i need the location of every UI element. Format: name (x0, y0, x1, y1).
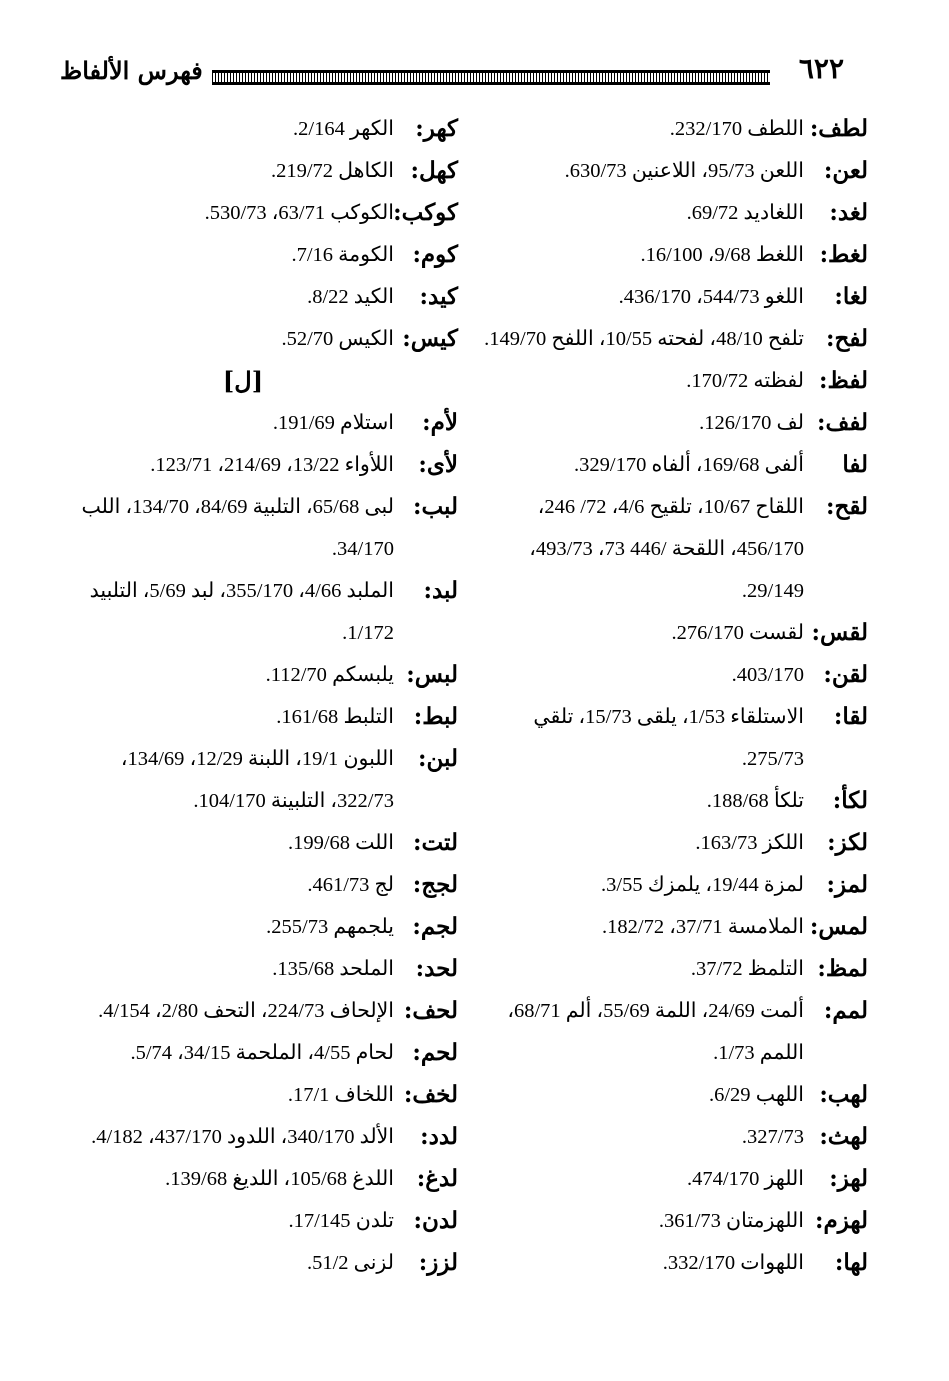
entry-root-word: لغا: (834, 283, 868, 310)
entry-references: يلجمهم 255/73. (266, 916, 394, 938)
index-entry (68, 822, 458, 864)
running-title: فهرس الألفاظ (60, 56, 203, 85)
page-number: ٦٢٢ (798, 52, 844, 85)
index-entry (478, 234, 868, 276)
entry-references: اللخاف 17/1. (287, 1084, 394, 1106)
section-letter-heading: [ل] (222, 366, 264, 395)
entry-references: اللبون 19/1، اللبنة 12/29، 134/69، 322/73، التلبينة 104/170. (120, 748, 394, 812)
entry-root-word: لهث: (819, 1123, 868, 1150)
index-entry (68, 276, 458, 318)
index-columns (68, 108, 868, 1368)
entry-references: لج 461/73. (307, 874, 394, 896)
index-entry (478, 906, 868, 948)
entry-root-word: لغط: (819, 241, 868, 268)
entry-references: الملبد 4/66، 355/170، لبد 5/69، التلبيد 1/172. (89, 580, 394, 644)
entry-root-word: لأى: (418, 451, 458, 478)
entry-root-word: لعن: (823, 157, 868, 184)
entry-references: الملامسة 37/71، 182/72. (602, 916, 804, 938)
entry-references: لمزة 19/44، يلمزك 3/55. (601, 874, 804, 896)
entry-root-word: لفظ: (819, 367, 868, 394)
entry-root-word: لطف: (809, 115, 868, 142)
index-entry (68, 192, 458, 234)
index-entry (478, 486, 868, 612)
entry-root-word: لجم: (412, 913, 458, 940)
index-entry (68, 948, 458, 990)
entry-references: لفظته 170/72. (686, 370, 804, 392)
index-entry (68, 906, 458, 948)
entry-root-word: لقح: (826, 493, 868, 520)
entry-references: الإلحاف 224/73، التحف 2/80، 4/154. (98, 1000, 394, 1022)
entry-root-word: لدغ: (416, 1165, 458, 1192)
entry-root-word: لمم: (823, 997, 868, 1024)
index-entry (68, 1116, 458, 1158)
index-entry (68, 1074, 458, 1116)
entry-references: الكيس 52/70. (281, 328, 394, 350)
entry-references: 327/73. (741, 1126, 804, 1148)
page-header (60, 52, 850, 98)
index-entry (478, 318, 868, 360)
index-entry (478, 612, 868, 654)
entry-references: اللغط 9/68، 16/100. (640, 244, 804, 266)
entry-references: تلكأ 188/68. (706, 790, 804, 812)
entry-root-word: لهز: (829, 1165, 868, 1192)
entry-references: اللغو 544/73، 436/170. (618, 286, 804, 308)
entry-references: الكيد 8/22. (307, 286, 394, 308)
entry-references: 403/170. (731, 664, 804, 686)
index-entry (68, 654, 458, 696)
entry-root-word: لغد: (829, 199, 868, 226)
entry-references: الملحد 135/68. (272, 958, 394, 980)
index-entry (68, 1200, 458, 1242)
entry-references: الكهر 2/164. (293, 118, 394, 140)
header-rule (212, 70, 770, 85)
entry-root-word: لمز: (826, 871, 868, 898)
entry-references: التلبط 161/68. (276, 706, 394, 728)
entry-references: استلام 191/69. (272, 412, 394, 434)
entry-root-word: كوكب: (393, 199, 458, 226)
entry-root-word: لبط: (413, 703, 458, 730)
index-entry (478, 192, 868, 234)
index-entry (478, 360, 868, 402)
index-entry (478, 108, 868, 150)
entry-root-word: لقن: (823, 661, 868, 688)
index-entry (478, 1158, 868, 1200)
index-entry (478, 864, 868, 906)
entry-references: اللغاديد 69/72. (686, 202, 804, 224)
entry-references: لحام 4/55، الملحمة 34/15، 5/74. (130, 1042, 394, 1064)
entry-root-word: كوم: (412, 241, 458, 268)
entry-root-word: لمظ: (817, 955, 868, 982)
index-entry (478, 1074, 868, 1116)
index-entry (478, 444, 868, 486)
entry-references: يلبسكم 112/70. (265, 664, 394, 686)
entry-root-word: لكز: (827, 829, 868, 856)
entry-root-word: لبد: (423, 577, 458, 604)
entry-references: لبى 65/68، التلبية 84/69، 134/70، اللب 34/170. (81, 496, 394, 560)
entry-references: ألمت 24/69، اللمة 55/69، ألم 68/71، اللمم 1/73. (507, 1000, 804, 1064)
entry-references: اللأواء 13/22، 214/69، 123/71. (150, 454, 394, 476)
entry-root-word: لدن: (413, 1207, 458, 1234)
entry-references: لقست 276/170. (671, 622, 804, 644)
index-entry (68, 318, 458, 360)
index-entry (68, 150, 458, 192)
entry-references: لف 126/170. (699, 412, 804, 434)
entry-root-word: لأم: (422, 409, 458, 436)
entry-references: التلمظ 37/72. (690, 958, 804, 980)
entry-references: لزنى 51/2. (306, 1252, 394, 1274)
index-entry (478, 402, 868, 444)
entry-root-word: لهب: (819, 1081, 868, 1108)
entry-root-word: لفا (842, 451, 868, 478)
entry-root-word: كيس: (402, 325, 458, 352)
index-entry (68, 444, 458, 486)
entry-references: ألفى 169/68، ألفاه 329/170. (574, 454, 804, 476)
entry-root-word: لخف: (403, 1081, 458, 1108)
entry-root-word: لبن: (418, 745, 458, 772)
index-entry (478, 1116, 868, 1158)
entry-root-word: لحم: (412, 1039, 458, 1066)
index-entry (68, 1032, 458, 1074)
index-entry (68, 1158, 458, 1200)
entry-references: اللهب 6/29. (708, 1084, 804, 1106)
entry-root-word: لها: (834, 1249, 868, 1276)
entry-references: اللطف 232/170. (669, 118, 804, 140)
entry-root-word: لحف: (403, 997, 458, 1024)
index-entry (68, 402, 458, 444)
index-column-right (68, 108, 458, 1368)
entry-references: تلدن 17/145. (288, 1210, 394, 1232)
entry-references: الكوكب 63/71، 530/73. (204, 202, 394, 224)
index-entry (478, 780, 868, 822)
index-entry (68, 696, 458, 738)
index-entry (68, 738, 458, 822)
index-entry (478, 696, 868, 780)
index-entry (478, 822, 868, 864)
index-entry (478, 276, 868, 318)
entry-root-word: كهل: (410, 157, 458, 184)
entry-root-word: لهزم: (814, 1207, 868, 1234)
entry-references: اللكز 163/73. (695, 832, 804, 854)
index-entry (478, 990, 868, 1074)
entry-references: الكومة 7/16. (291, 244, 394, 266)
index-entry (478, 1200, 868, 1242)
index-entry (68, 486, 458, 570)
entry-root-word: لفح: (826, 325, 868, 352)
index-entry (68, 864, 458, 906)
entry-root-word: كهر: (415, 115, 458, 142)
index-entry (478, 654, 868, 696)
entry-root-word: لدد: (420, 1123, 458, 1150)
entry-references: اللهزمتان 361/73. (658, 1210, 804, 1232)
index-column-left (478, 108, 868, 1368)
index-entry (68, 990, 458, 1032)
entry-root-word: كيد: (419, 283, 458, 310)
index-entry (68, 570, 458, 654)
entry-references: الكاهل 219/72. (270, 160, 394, 182)
entry-root-word: لبب: (412, 493, 458, 520)
entry-references: اللقاح 10/67، تلقيح 4/6، 72/ 246، 456/170، اللقحة /446 73، 493/73، 29/149. (529, 496, 804, 602)
index-entry (478, 150, 868, 192)
entry-root-word: لجج: (412, 871, 458, 898)
index-entry (68, 234, 458, 276)
entry-references: الألد 340/170، اللدود 437/170، 4/182. (91, 1126, 394, 1148)
entry-root-word: لقا: (833, 703, 868, 730)
entry-root-word: لحد: (415, 955, 458, 982)
entry-references: الاستلقاء 1/53، يلقى 15/73، تلقي 275/73. (533, 706, 804, 770)
entry-references: تلفح 48/10، لفحته 10/55، اللفح 149/70. (484, 328, 804, 350)
index-entry (478, 948, 868, 990)
entry-root-word: لقس: (811, 619, 868, 646)
entry-references: اللهز 474/170. (687, 1168, 804, 1190)
entry-root-word: لمس: (809, 913, 868, 940)
index-entry (478, 1242, 868, 1284)
entry-root-word: لفف: (817, 409, 868, 436)
entry-references: اللهوات 332/170. (662, 1252, 804, 1274)
entry-root-word: لبس: (406, 661, 458, 688)
entry-root-word: لزز: (418, 1249, 458, 1276)
entry-references: اللدغ 105/68، اللديغ 139/68. (165, 1168, 394, 1190)
entry-root-word: لتت: (412, 829, 458, 856)
entry-references: اللعن 95/73، اللاعنين 630/73. (564, 160, 804, 182)
entry-root-word: لكأ: (832, 787, 868, 814)
entry-references: اللت 199/68. (287, 832, 394, 854)
index-entry (68, 1242, 458, 1284)
index-entry (68, 108, 458, 150)
